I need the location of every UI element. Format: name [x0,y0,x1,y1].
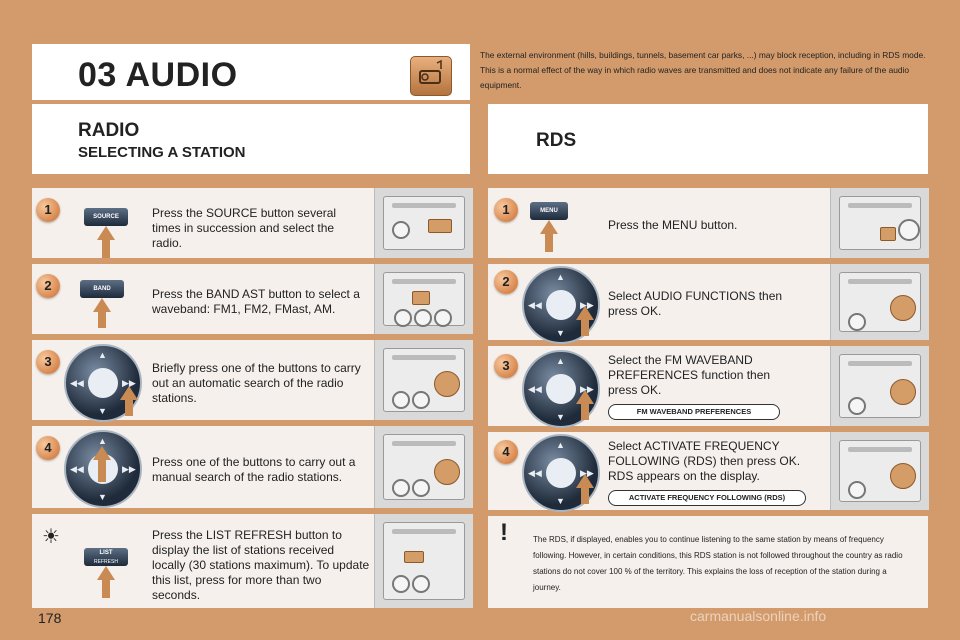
preset-knob [412,391,430,409]
source-highlight [428,219,452,233]
watermark: carmanualsonline.info [690,608,827,624]
cd-slot [392,529,456,534]
fm-waveband-preferences-label: FM WAVEBAND PREFERENCES [608,404,780,420]
preset-knob [412,479,430,497]
rds-step-2-text: Select AUDIO FUNCTIONS then press OK. [608,289,783,318]
forward-icon: ▶▶ [122,464,136,474]
rds-warning-text: The RDS, if displayed, enables you to continue listening to the same station by means of frequency following. However, in certain conditions, this RDS station is not followed throughout the country as radio stations do not cover 100 % of the territory. This explains the loss of reception of the station during a journey. [533,535,903,592]
activate-frequency-following-label: ACTIVATE FREQUENCY FOLLOWING (RDS) [608,490,806,506]
rewind-icon: ◀◀ [528,468,542,478]
arrow-stem [102,580,110,598]
down-icon: ▼ [98,406,107,416]
arrow-up-icon [93,446,111,460]
up-icon: ▲ [556,440,565,450]
pad-center [546,290,576,320]
up-icon: ▲ [98,436,107,446]
radio-unit-image [383,434,465,500]
forward-icon: ▶▶ [580,300,594,310]
rewind-icon: ◀◀ [528,384,542,394]
volume-knob [392,221,410,239]
radio-step-1-panel [374,188,473,258]
preset-knob [392,391,410,409]
rds-step-2-badge: 2 [494,270,518,294]
cd-slot [848,361,912,366]
rds-step-1-panel [830,188,929,258]
arrow-stem [545,234,553,252]
radio-step-2-badge: 2 [36,274,60,298]
page-number: 178 [38,610,62,626]
arrow-stem [581,488,589,504]
arrow-up-icon [97,566,115,580]
radio-unit-image [383,522,465,600]
warning-icon: ! [500,519,508,546]
cd-slot [392,441,456,446]
pad-knob [898,219,920,241]
band-button[interactable]: BAND [80,280,124,298]
up-icon: ▲ [556,272,565,282]
cd-slot [392,279,456,284]
radio-step-3-badge: 3 [36,350,60,374]
preset-knob [392,575,410,593]
arrow-stem [581,404,589,420]
arrow-stem [125,400,133,416]
radio-step-3-text: Briefly press one of the buttons to carry out an automatic search of the radio stations. [152,361,361,405]
radio-step-2-text: Press the BAND AST button to select a waveband: FM1, FM2, FMast, AM. [152,287,360,316]
preset-knob [392,479,410,497]
source-button[interactable]: SOURCE [84,208,128,226]
list-label: LIST [99,550,113,556]
down-icon: ▼ [98,492,107,502]
menu-button[interactable]: MENU [530,202,568,220]
rds-step-4-text: Select ACTIVATE FREQUENCY FOLLOWING (RDS) then press OK. RDS appears on the display. [608,439,801,483]
arrow-stem [98,312,106,328]
radio-subheading: SELECTING A STATION [78,144,246,161]
pad-highlight [434,371,460,397]
radio-tip-text: Press the LIST REFRESH button to display the list of stations received locally (30 stations maximum). To update this list, press for more than two seconds. [152,528,370,602]
preset-knob [434,309,452,327]
down-icon: ▼ [556,328,565,338]
radio-step-2-panel [374,264,473,334]
preset-knob [394,309,412,327]
tip-icon: ☀ [42,526,60,548]
pad-highlight [890,463,916,489]
arrow-stem [581,320,589,336]
radio-unit-image [839,354,921,418]
rds-step-2-panel [830,264,929,340]
radio-step-4-badge: 4 [36,436,60,460]
radio-heading: RADIO [78,120,140,141]
cd-slot [392,355,456,360]
down-icon: ▼ [556,412,565,422]
rds-step-3-badge: 3 [494,354,518,378]
band-highlight [412,291,430,305]
radio-unit-image [383,196,465,250]
page-title: 03 AUDIO [78,56,238,94]
pad-highlight [434,459,460,485]
rds-step-1-badge: 1 [494,198,518,222]
pad-center [88,368,118,398]
rds-step-1-text: Press the MENU button. [608,218,738,232]
preset-knob [848,397,866,415]
cd-slot [392,203,456,208]
cd-slot [848,279,912,284]
menu-highlight [880,227,896,241]
rewind-icon: ◀◀ [528,300,542,310]
preset-knob [414,309,432,327]
pad-highlight [890,295,916,321]
pad-center [546,458,576,488]
arrow-up-icon [576,306,594,320]
radio-unit-image [839,440,921,502]
list-refresh-button[interactable] [84,548,128,566]
preset-knob [412,575,430,593]
up-icon: ▲ [556,356,565,366]
radio-unit-image [383,348,465,412]
radio-tip-panel [374,514,473,608]
refresh-label: REFRESH [94,559,118,565]
forward-icon: ▶▶ [580,384,594,394]
preset-knob [848,481,866,499]
up-icon: ▲ [98,350,107,360]
rewind-icon: ◀◀ [70,464,84,474]
forward-icon: ▶▶ [122,378,136,388]
radio-unit-image [839,196,921,250]
arrow-stem [102,240,110,258]
pad-center [546,374,576,404]
forward-icon: ▶▶ [580,468,594,478]
radio-unit-image [383,272,465,326]
radio-unit-image [839,272,921,332]
radio-step-4-text: Press one of the buttons to carry out a manual search of the radio stations. [152,455,356,484]
rds-heading: RDS [536,130,577,151]
radio-step-1-badge: 1 [36,198,60,222]
preset-knob [848,313,866,331]
rewind-icon: ◀◀ [70,378,84,388]
rds-step-3-panel [830,346,929,426]
arrow-up-icon [120,386,138,400]
radio-step-3-panel [374,340,473,420]
arrow-up-icon [540,220,558,234]
arrow-up-icon [93,298,111,312]
rds-step-3-text: Select the FM WAVEBAND PREFERENCES function then press OK. [608,353,771,397]
cd-slot [848,203,912,208]
audio-icon [410,56,452,96]
radio-step-1-text: Press the SOURCE button several times in succession and select the radio. [152,206,337,250]
list-highlight [404,551,424,563]
rds-step-4-badge: 4 [494,440,518,464]
arrow-up-icon [576,474,594,488]
arrow-up-icon [97,226,115,240]
rds-step-4-panel [830,432,929,510]
radio-step-4-panel [374,426,473,508]
arrow-stem [98,460,106,482]
pad-highlight [890,379,916,405]
down-icon: ▼ [556,496,565,506]
arrow-up-icon [576,390,594,404]
reception-note: The external environment (hills, buildings, tunnels, basement car parks, ...) may block reception, including in RDS mode. This is a normal effect of the way in which radio waves are transmitted and does not indicate any failure of the audio equipment. [480,50,926,90]
cd-slot [848,447,912,452]
